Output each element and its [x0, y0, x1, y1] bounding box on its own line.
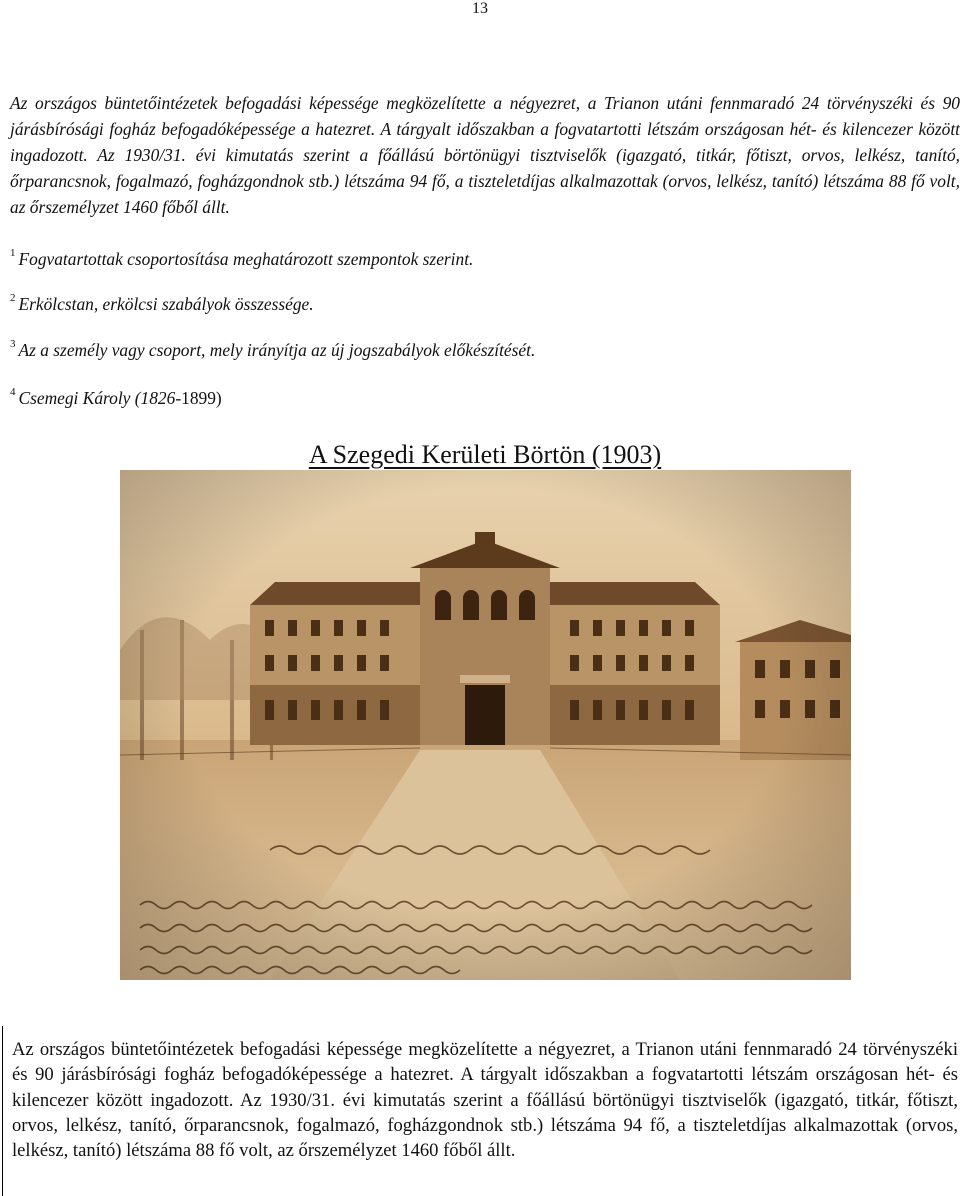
prison-photo	[120, 470, 851, 980]
footnote-text: Fogvatartottak csoportosítása meghatározott szempontok szerint.	[18, 248, 474, 269]
footnote-text: Csemegi Károly (1826	[18, 387, 176, 408]
footnote-mark: 3	[10, 338, 16, 350]
footnote-text: Erkölcstan, erkölcsi szabályok összessége.	[18, 293, 314, 314]
footnote-mark: 1	[10, 247, 16, 259]
intro-paragraph: Az országos büntetőintézetek befogadási képessége megközelítette a négyezret, a Trianon utáni fennmaradó 24 törvényszéki és 90 járásbírósági fogház befogadóképessége a hatezret. A tárgyalt időszakban a fogvatartotti létszám országosan hét- és kilencezer között ingadozott. Az 1930/31. évi kimutatás szerint a főállású börtönügyi tisztviselők (igazgató, titkár, főtiszt, orvos, lelkész, tanító, őrparancsnok, fogalmazó, fogházgondnok stb.) létszáma 94 fő, a tiszteletdíjas alkalmazottak (orvos, lelkész, tanító) létszáma 88 fő volt, az őrszemélyzet 1460 főből állt.	[10, 93, 960, 217]
footnote-2	[10, 289, 314, 315]
footnote-mark: 4	[10, 386, 16, 398]
figure-title: A Szegedi Kerületi Börtön (1903)	[308, 440, 662, 469]
footnote-mark: 2	[10, 292, 16, 304]
page-number: 13	[472, 0, 488, 17]
footnote-3	[10, 335, 535, 361]
footnote-4	[10, 383, 222, 409]
footnote-1	[10, 244, 473, 270]
margin-bar	[2, 1026, 3, 1196]
footnote-text-upright: -1899)	[175, 387, 222, 408]
footnote-text: Az a személy vagy csoport, mely irányítja az új jogszabályok előkészítését.	[18, 339, 536, 360]
body-paragraph: Az országos büntetőintézetek befogadási képessége megközelítette a négyezret, a Trianon utáni fennmaradó 24 törvényszéki és 90 járásbírósági fogház befogadóképessége a hatezret. A tárgyalt időszakban a fogvatartotti létszám országosan hét- és kilencezer között ingadozott. Az 1930/31. évi kimutatás szerint a főállású börtönügyi tisztviselők (igazgató, titkár, főtiszt, orvos, lelkész, tanító, őrparancsnok, fogalmazó, fogházgondnok stb.) létszáma 94 fő, a tiszteletdíjas alkalmazottak (orvos, lelkész, tanító) létszáma 88 fő volt, az őrszemélyzet 1460 főből állt.	[12, 1039, 958, 1162]
